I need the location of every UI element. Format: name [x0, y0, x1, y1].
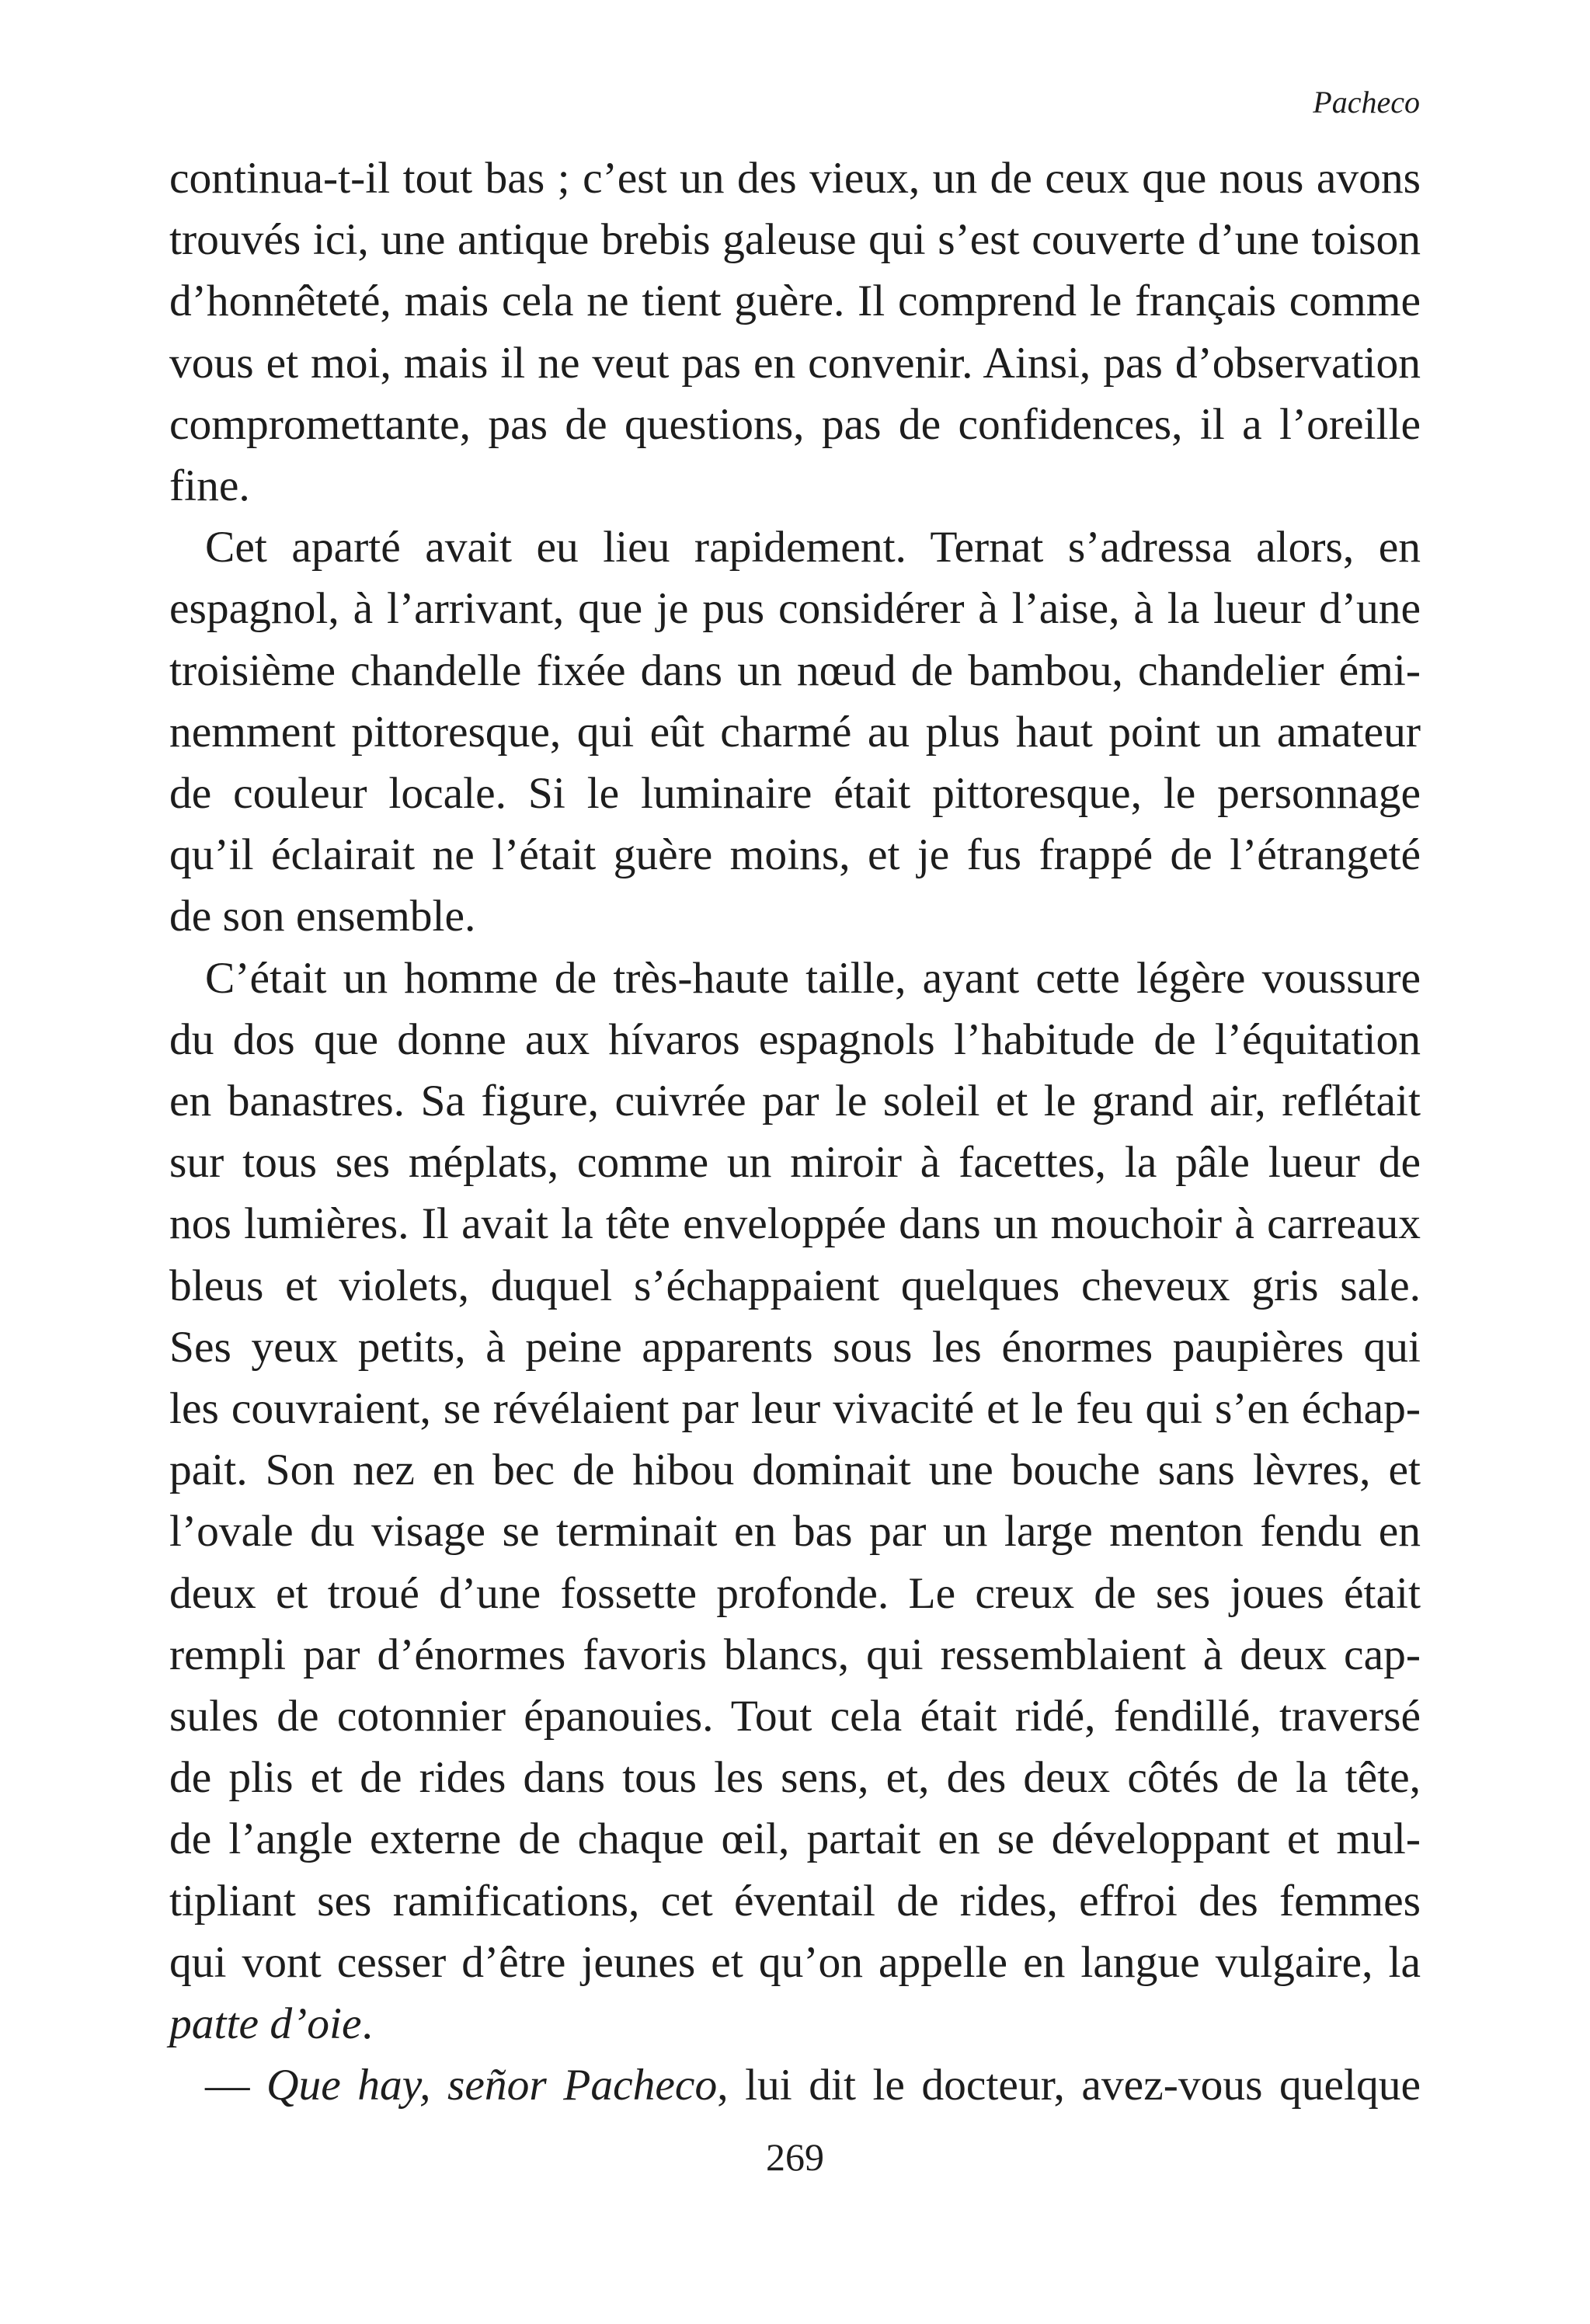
italic-phrase: Que hay, señor Pacheco: [266, 2061, 718, 2110]
paragraph-3: [169, 948, 1421, 2055]
text-line: de plis et de rides dans tous les sens, et, des deux côtés de la tête,: [169, 1753, 1421, 1803]
text-line: espagnol, à l’arrivant, que je pus considérer à l’aise, à la lueur d’une: [169, 584, 1421, 634]
paragraph-4: [169, 2054, 1421, 2116]
text-line: C’était un homme de très-haute taille, ayant cette légère voussure: [205, 953, 1421, 1003]
italic-phrase: patte d’oie: [169, 1999, 362, 2049]
text-line: fine.: [169, 461, 250, 511]
body-text: [169, 148, 1421, 2117]
text-line: troisième chandelle fixée dans un nœud de bambou, chandelier émi-: [169, 645, 1421, 695]
text-line: nos lumières. Il avait la tête enveloppée dans un mouchoir à carreaux: [169, 1199, 1421, 1249]
text-line: sules de cotonnier épanouies. Tout cela était ridé, fendillé, traversé: [169, 1692, 1421, 1741]
text-line: bleus et violets, duquel s’échappaient quelques cheveux gris sale.: [169, 1261, 1421, 1310]
punctuation: .: [361, 1999, 373, 2049]
text-line: compromettante, pas de questions, pas de confidences, il a l’oreille: [169, 399, 1421, 449]
text-run: , lui dit le docteur, avez-vous quelque: [717, 2061, 1421, 2110]
text-line: rempli par d’énormes favoris blancs, qui ressemblaient à deux cap-: [169, 1630, 1421, 1679]
text-line: [169, 1993, 1421, 2054]
text-line: deux et troué d’une fossette profonde. Le creux de ses joues était: [169, 1568, 1421, 1618]
text-line: nemment pittoresque, qui eût charmé au plus haut point un amateur: [169, 707, 1421, 757]
text-line: sur tous ses méplats, comme un miroir à facettes, la pâle lueur de: [169, 1138, 1421, 1188]
text-line: l’ovale du visage se terminait en bas par un large menton fendu en: [169, 1507, 1421, 1557]
text-line: [169, 2054, 1421, 2116]
page-number: 269: [766, 2135, 824, 2179]
text-line: pait. Son nez en bec de hibou dominait une bouche sans lèvres, et: [169, 1446, 1421, 1495]
text-line: d’honnêteté, mais cela ne tient guère. Il comprend le français comme: [169, 277, 1421, 326]
text-line: continua-t-il tout bas ; c’est un des vieux, un de ceux que nous avons: [169, 154, 1421, 203]
dialogue-dash: —: [205, 2061, 266, 2110]
text-line: vous et moi, mais il ne veut pas en convenir. Ainsi, pas d’observation: [169, 338, 1421, 388]
text-line: trouvés ici, une antique brebis galeuse qui s’est couverte d’une toison: [169, 215, 1421, 265]
text-line: les couvraient, se révélaient par leur vivacité et le feu qui s’en échap-: [169, 1384, 1421, 1434]
running-head: Pacheco: [1313, 85, 1420, 120]
text-line: en banastres. Sa figure, cuivrée par le soleil et le grand air, reflétait: [169, 1077, 1421, 1126]
text-line: qu’il éclairait ne l’était guère moins, et je fus frappé de l’étrangeté: [169, 830, 1421, 880]
text-line: de l’angle externe de chaque œil, partait en se développant et mul-: [169, 1814, 1421, 1864]
text-line: qui vont cesser d’être jeunes et qu’on appelle en langue vulgaire, la: [169, 1937, 1421, 1987]
text-line: de son ensemble.: [169, 892, 476, 941]
text-line: du dos que donne aux hívaros espagnols l’habitude de l’équitation: [169, 1014, 1421, 1064]
text-line: Cet aparté avait eu lieu rapidement. Ternat s’adressa alors, en: [205, 523, 1421, 572]
paragraph-1: [169, 148, 1421, 517]
paragraph-2: [169, 517, 1421, 947]
text-line: Ses yeux petits, à peine apparents sous les énormes paupières qui: [169, 1322, 1421, 1372]
text-line: tipliant ses ramifications, cet éventail de rides, effroi des femmes: [169, 1876, 1421, 1926]
text-line: de couleur locale. Si le luminaire était pittoresque, le personnage: [169, 769, 1421, 819]
